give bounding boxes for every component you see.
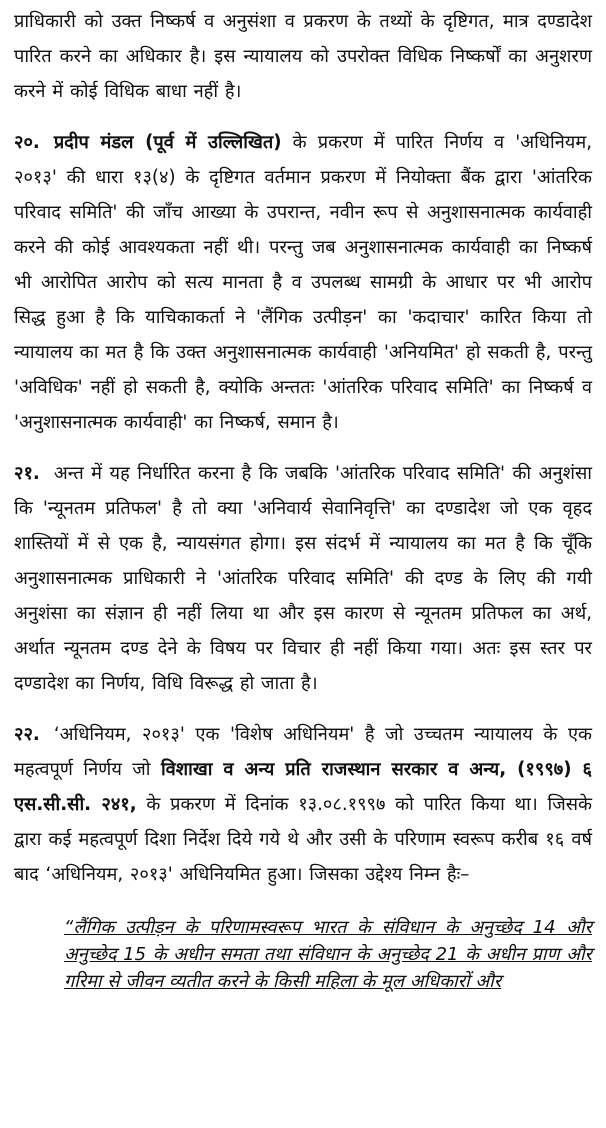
paragraph-20	[14, 125, 592, 440]
paragraph-22-text-before: ‘अधिनियम, २०१३' एक 'विशेष अधिनियम' है जो उच्चतम न्यायालय के एक महत्वपूर्ण निर्णय जो	[14, 724, 592, 780]
paragraph-20-text: के प्रकरण में पारित निर्णय व 'अधिनियम, २०१३' की धारा १३(४) के दृष्टिगत वर्तमान प्रकरण में नियोक्ता बैंक द्वारा 'आंतरिक परिवाद समिति' की जाँच आख्या के उपरान्त, नवीन रूप से अनुशासनात्मक कार्यवाही करने की कोई आवश्यकता नहीं थी। परन्तु जब अनुशासनात्मक कार्यवाही का निष्कर्ष भी आरोपित आरोप को सत्य मानता है व उपलब्ध सामग्री के आधार पर भी आरोप सिद्ध हुआ है कि याचिकाकर्ता ने 'लैंगिक उत्पीड़न' का 'कदाचार' कारित किया तो न्यायालय का मत है कि उक्त अनुशासनात्मक कार्यवाही 'अनियमित' हो सकती है, परन्तु 'अविधिक' नहीं हो सकती है, क्योकि अन्ततः 'आंतरिक परिवाद समिति' का निष्कर्ष व 'अनुशासनात्मक कार्यवाही' का निष्कर्ष, समान है।	[14, 132, 592, 433]
paragraph-21	[14, 456, 592, 701]
paragraph-20-case-name: प्रदीप मंडल (पूर्व में उल्लिखित)	[53, 132, 282, 153]
paragraph-20-number: २०.	[14, 132, 40, 153]
intro-paragraph: प्राधिकारी को उक्त निष्कर्ष व अनुसंशा व प्रकरण के तथ्यों के दृष्टिगत, मात्र दण्डादेश पारित करने का अधिकार है। इस न्यायालय को उपरोक्त विधिक निष्कर्षों का अनुशरण करने में कोई विधिक बाधा नहीं है।	[14, 11, 592, 102]
block-quote: “लैंगिक उत्पीड़न के परिणामस्वरूप भारत के संविधान के अनुच्छेद 14 और अनुच्छेद 15 के अधीन समता तथा संविधान के अनुच्छेद 21 के अधीन प्राण और गरिमा से जीवन व्यतीत करने के किसी महिला के मूल अधिकारों और	[64, 917, 592, 992]
paragraph-22-number: २२.	[14, 724, 40, 745]
paragraph-22-case-citation: विशाखा व अन्य प्रति राजस्थान सरकार व अन्य, (१९९७) ६ एस.सी.सी. २४१,	[14, 759, 592, 815]
paragraph-21-number: २१.	[14, 463, 40, 484]
paragraph-21-text: अन्त में यह निर्धारित करना है कि जबकि 'आंतरिक परिवाद समिति' की अनुशंसा कि 'न्यूनतम प्रतिफल' है तो क्या 'अनिवार्य सेवानिवृत्ति' का दण्डादेश जो एक वृहद शास्तियों में से एक है, न्यायसंगत होगा। इस संदर्भ में न्यायालय का मत है कि चूँकि अनुशासनात्मक प्राधिकारी ने 'आंतरिक परिवाद समिति' की दण्ड के लिए की गयी अनुशंसा का संज्ञान ही नहीं लिया था और इस कारण से न्यूनतम प्रतिफल का अर्थ, अर्थात न्यूनतम दण्ड देने के विषय पर विचार ही नहीं किया गया। अतः इस स्तर पर दण्डादेश का निर्णय, विधि विरूद्ध हो जाता है।	[14, 463, 592, 694]
paragraph-22-text-after: के प्रकरण में दिनांक १३.०८.१९९७ को पारित किया था। जिसके द्वारा कई महत्वपूर्ण दिशा निर्देश दिये गये थे और उसी के परिणाम स्वरूप करीब १६ वर्ष बाद ‘अधिनियम, २०१३' अधिनियमित हुआ। जिसका उद्देश्य निम्न हैः–	[14, 794, 592, 885]
paragraph-22	[14, 717, 592, 892]
